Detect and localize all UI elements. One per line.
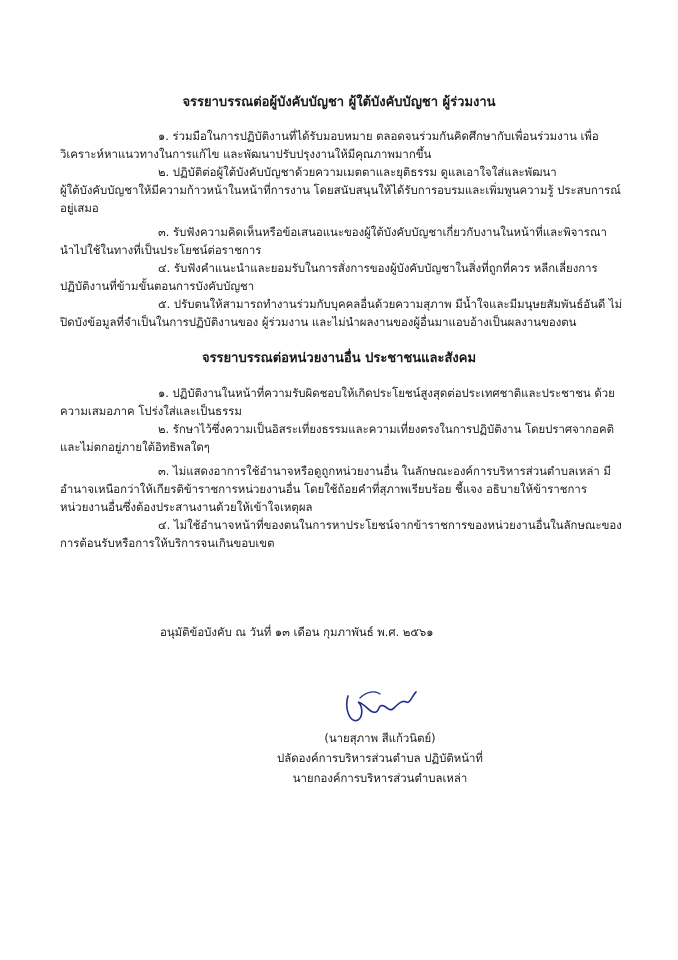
s1-item5-line1: ๕. ปรับตนให้สามารถทำงานร่วมกับบุคคลอื่นด้วยความสุภาพ มีน้ำใจและมีมนุษยสัมพันธ์อันดี ไม่ — [158, 297, 623, 311]
s1-item1-line2: วิเคราะห์หาแนวทางในการแก้ไข และพัฒนาปรับปรุงงานให้มีคุณภาพมากขึ้น — [60, 147, 432, 161]
s2-item3-line2: อำนาจเหนือกว่าให้เกียรติข้าราชการหน่วยงานอื่น โดยใช้ถ้อยคำที่สุภาพเรียบร้อย ชี้แจง อธิบายให้ข้าราชการ — [60, 482, 587, 496]
section2-title: จรรยาบรรณต่อหน่วยงานอื่น ประชาชนและสังคม — [201, 351, 477, 366]
s2-item2-line1: ๒. รักษาไว้ซึ่งความเป็นอิสระเที่ยงธรรมและความเที่ยงตรงในการปฏิบัติงาน โดยปราศจากอคติ — [158, 422, 614, 436]
s1-item2-line1: ๒. ปฏิบัติต่อผู้ใต้บังคับบัญชาด้วยความเมตตาและยุติธรรม ดูแลเอาใจใส่และพัฒนา — [158, 165, 557, 179]
s2-item4-line2: การต้อนรับหรือการให้บริการจนเกินขอบเขต — [60, 536, 275, 550]
s1-item1-line1: ๑. ร่วมมือในการปฏิบัติงานที่ได้รับมอบหมาย ตลอดจนร่วมกันคิดศึกษากับเพื่อนร่วมงาน เพื่อ — [158, 129, 599, 143]
section2-body — [60, 384, 632, 552]
s2-item3-line3: หน่วยงานอื่นซึ่งต้องประสานงานด้วยให้เข้าใจเหตุผล — [60, 500, 313, 514]
s1-item4-line2: ปฏิบัติงานที่ข้ามขั้นตอนการบังคับบัญชา — [60, 279, 255, 293]
s1-item5-line2: ปิดบังข้อมูลที่จำเป็นในการปฏิบัติงานของ ผู้ร่วมงาน และไม่นำผลงานของผู้อื่นมาแอบอ้างเป็นผลงานของตน — [60, 315, 577, 329]
s1-item3-line1: ๓. รับฟังความคิดเห็นหรือข้อเสนอแนะของผู้ใต้บังคับบัญชาเกี่ยวกับงานในหน้าที่และพิจารณา — [158, 225, 607, 239]
s2-item3-line1: ๓. ไม่แสดงอาการใช้อำนาจหรือดูถูกหน่วยงานอื่น ในลักษณะองค์การบริหารส่วนตำบลเหล่า มี — [158, 464, 611, 478]
signer-position-2: นายกองค์การบริหารส่วนตำบลเหล่า — [292, 771, 468, 785]
signer-name: (นายสุภาพ สีแก้วนิตย์) — [324, 731, 436, 745]
s1-item3-line2: นำไปใช้ในทางที่เป็นประโยชน์ต่อราชการ — [60, 243, 262, 257]
section1-title: จรรยาบรรณต่อผู้บังคับบัญชา ผู้ใต้บังคับบัญชา ผู้ร่วมงาน — [182, 95, 496, 110]
signature-image — [340, 678, 420, 728]
signer-position-1: ปลัดองค์การบริหารส่วนตำบล ปฏิบัติหน้าที่ — [277, 751, 483, 765]
s2-item1-line2: ความเสมอภาค โปร่งใส่และเป็นธรรม — [60, 404, 242, 418]
section1-body — [60, 127, 632, 331]
s2-item1-line1: ๑. ปฏิบัติงานในหน้าที่ความรับผิดชอบให้เกิดประโยชน์สูงสุดต่อประเทศชาติและประชาชน ด้วย — [158, 386, 615, 400]
approval-date-line: อนุมัติข้อบังคับ ณ วันที่ ๑๓ เดือน กุมภาพันธ์ พ.ศ. ๒๕๖๑ — [160, 625, 434, 639]
s1-item2-line3: อยู่เสมอ — [60, 201, 99, 215]
s1-item4-line1: ๔. รับฟังคำแนะนำและยอมรับในการสั่งการของผู้บังคับบัญชาในสิ่งที่ถูกที่ควร หลีกเลี่ยงการ — [158, 261, 598, 275]
s2-item4-line1: ๔. ไม่ใช้อำนาจหน้าที่ของตนในการหาประโยชน์จากข้าราชการของหน่วยงานอื่นในลักษณะของ — [158, 518, 622, 532]
s1-item2-line2: ผู้ใต้บังคับบัญชาให้มีความก้าวหน้าในหน้าที่การงาน โดยสนับสนุนให้ได้รับการอบรมและเพิ่มพูนความรู้ ประสบการณ์ — [60, 183, 621, 197]
signer-block — [255, 728, 505, 788]
s2-item2-line2: และไม่ตกอยู่ภายใต้อิทธิพลใดๆ — [60, 440, 210, 454]
